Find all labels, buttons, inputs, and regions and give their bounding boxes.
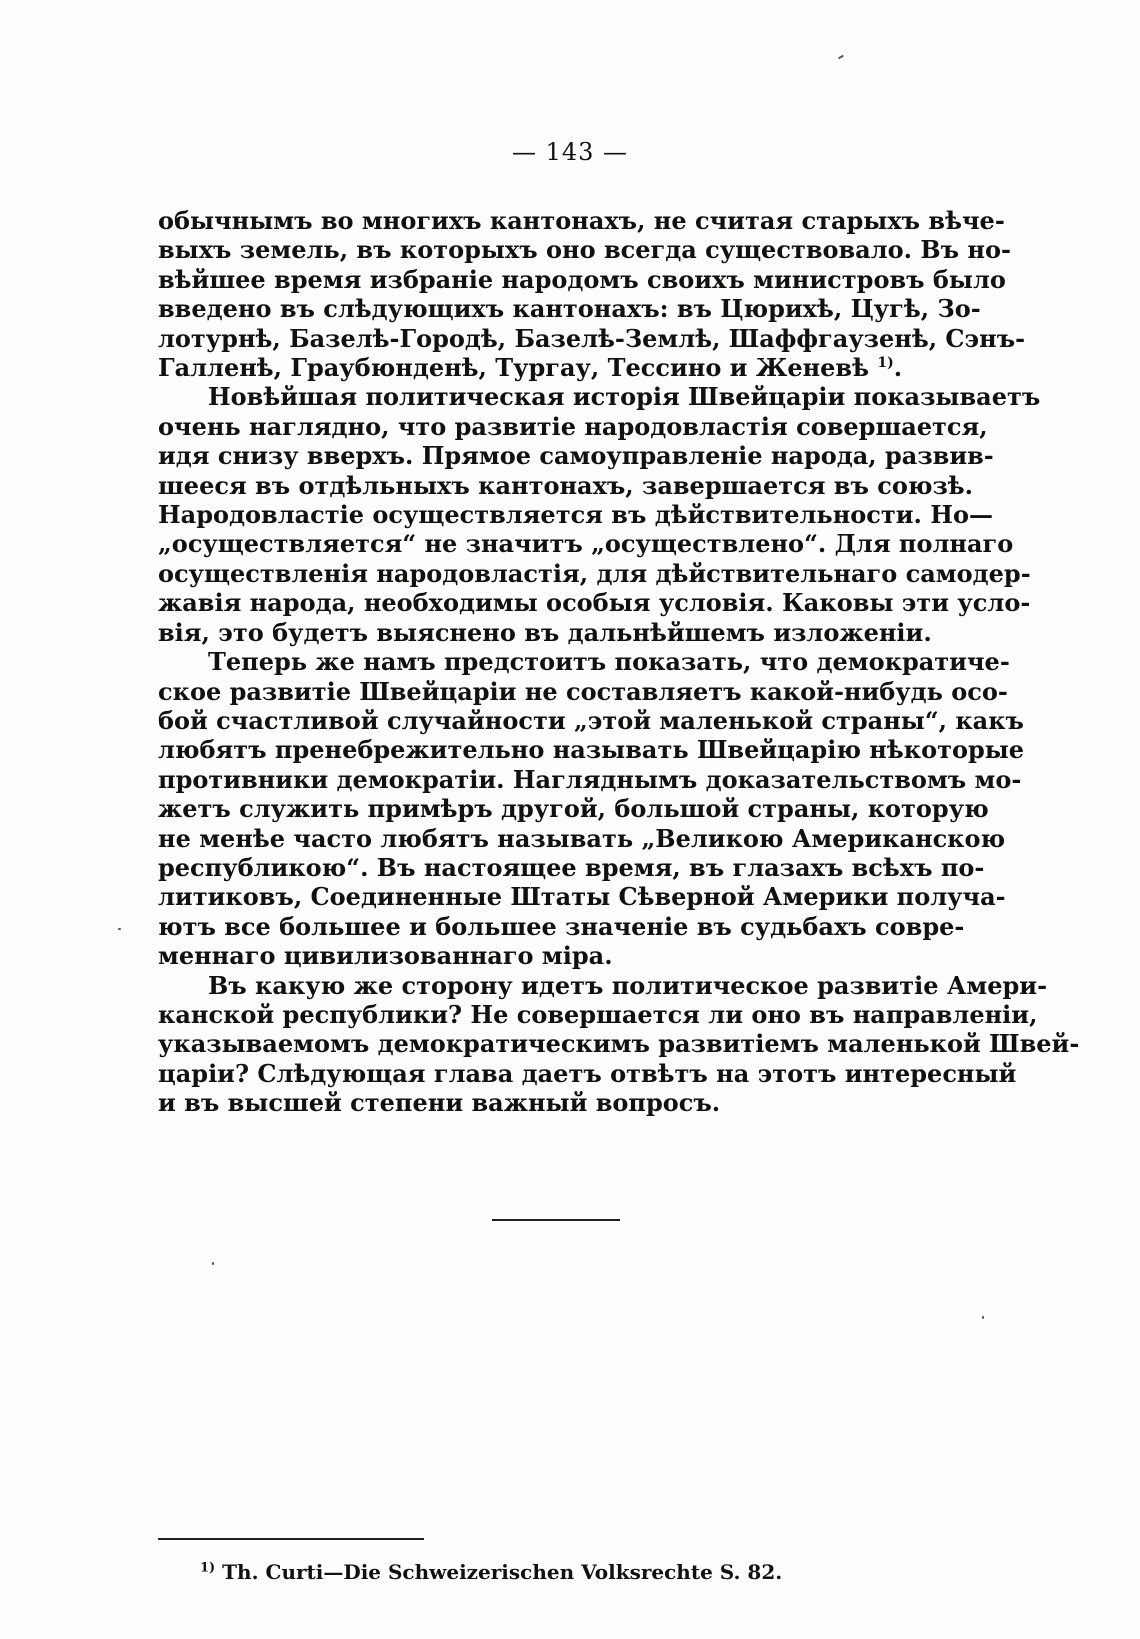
text-line: шееся въ отдѣльныхъ кантонахъ, завершается въ союзѣ.	[158, 470, 974, 500]
text-line: Теперь же намъ предстоитъ показать, что демократиче-	[208, 647, 1010, 677]
scan-speck	[982, 1316, 984, 1319]
footnote-reference[interactable]: 1)	[877, 355, 894, 372]
text-line-with-footnote	[158, 353, 956, 382]
footnote-text: Th. Curti—Die Schweizerischen Volksrechte S. 82.	[222, 1560, 783, 1584]
text-line: жетъ служить примѣръ другой, большой страны, которую	[158, 794, 989, 824]
section-divider	[492, 1219, 620, 1221]
text-line: введено въ слѣдующихъ кантонахъ: въ Цюрихѣ, Цугѣ, Зо-	[158, 294, 981, 324]
text-line: ское развитіе Швейцаріи не составляетъ какой-нибудь осо-	[158, 676, 1008, 706]
text-line: Галленѣ, Граубюнденѣ, Тургау, Тессино и Женевѣ	[158, 353, 869, 383]
text-line: осуществленія народовластія, для дѣйствительнаго самодер-	[158, 558, 1031, 588]
body-text	[158, 206, 1080, 1118]
text-line: обычнымъ во многихъ кантонахъ, не считая старыхъ вѣче-	[158, 206, 1005, 235]
scan-speck	[838, 55, 844, 60]
text-line: „осуществляется“ не значитъ „осуществлено“. Для полнаго	[158, 529, 1014, 559]
page-number: — 143 —	[511, 138, 629, 166]
text-line: Новѣйшая политическая исторія Швейцаріи показываетъ	[208, 382, 1041, 412]
text-line: жавія народа, необходимы особыя условія. Каковы эти усло-	[158, 588, 1031, 618]
text-line: республикою“. Въ настоящее время, въ глазахъ всѣхъ по-	[158, 852, 985, 882]
paragraph-2	[158, 382, 1041, 647]
footnote-divider	[158, 1538, 424, 1540]
paragraph-3	[158, 647, 1025, 971]
text-line: любятъ пренебрежительно называть Швейцарію нѣкоторые	[158, 735, 1025, 765]
text-line: указываемомъ демократическимъ развитіемъ маленькой Швей-	[158, 1029, 1080, 1059]
sentence-end: .	[893, 353, 903, 383]
text-line: ютъ все большее и большее значеніе въ судьбахъ совре-	[158, 911, 965, 941]
text-line: противники демократіи. Нагляднымъ доказательствомъ мо-	[158, 764, 1022, 794]
footnote	[200, 1560, 782, 1584]
text-line: царіи? Слѣдующая глава даетъ отвѣтъ на этотъ интересный	[158, 1058, 1017, 1088]
text-line: вѣйшее время избраніе народомъ своихъ министровъ было	[158, 264, 1006, 294]
text-line: меннаго цивилизованнаго міра.	[158, 941, 613, 971]
scan-speck	[212, 1262, 214, 1265]
text-line: очень наглядно, что развитіе народовластія совершается,	[158, 411, 988, 441]
footnote-marker: 1)	[200, 1560, 216, 1576]
text-line: вія, это будетъ выяснено въ дальнѣйшемъ изложеніи.	[158, 617, 932, 647]
text-line: бой счастливой случайности „этой маленькой страны“, какъ	[158, 705, 1024, 735]
text-line: и въ высшей степени важный вопросъ.	[158, 1088, 721, 1118]
text-line: идя снизу вверхъ. Прямое самоуправленіе народа, развив-	[158, 441, 994, 471]
text-line: Въ какую же сторону идетъ политическое развитіе Амери-	[208, 970, 1048, 1000]
text-line: Народовластіе осуществляется въ дѣйствительности. Но—	[158, 500, 993, 530]
text-line: выхъ земель, въ которыхъ оно всегда существовало. Въ но-	[158, 235, 1011, 265]
text-line: литиковъ, Соединенные Штаты Сѣверной Америки получа-	[158, 882, 1006, 912]
scan-speck	[118, 928, 121, 930]
text-line: лотурнѣ, Базелѣ-Городѣ, Базелѣ-Землѣ, Шаффгаузенѣ, Сэнъ-	[158, 323, 1026, 353]
paragraph-1	[158, 206, 1026, 383]
paragraph-4	[158, 970, 1080, 1118]
text-line: не менѣе часто любятъ называть „Великою Американскою	[158, 823, 1006, 853]
text-line: канской республики? Не совершается ли оно въ направленіи,	[158, 999, 1038, 1029]
